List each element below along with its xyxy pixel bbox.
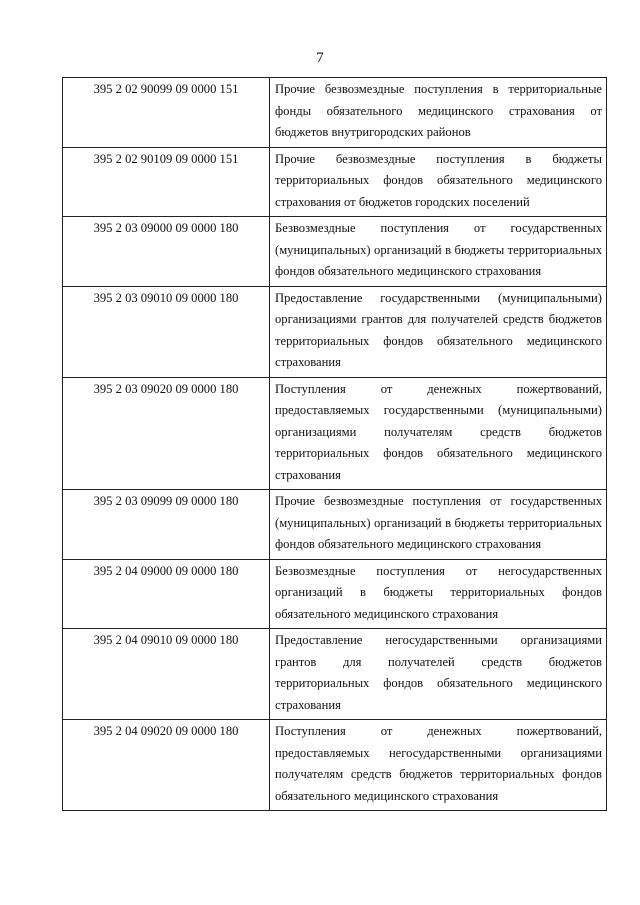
- revenue-description: Предоставление негосударственными организациями грантов для получателей средств бюджетов территориальных фондов обязательного медицинского страхования: [270, 629, 607, 720]
- budget-code: 395 2 03 09020 09 0000 180: [63, 377, 270, 490]
- revenue-description: Прочие безвозмездные поступления от государственных (муниципальных) организаций в бюджеты территориальных фондов обязательного медицинского страхования: [270, 490, 607, 560]
- budget-code: 395 2 03 09010 09 0000 180: [63, 286, 270, 377]
- revenue-description: Прочие безвозмездные поступления в территориальные фонды обязательного медицинского страхования от бюджетов внутригородских районов: [270, 78, 607, 148]
- table-row: [63, 490, 607, 560]
- revenue-description: Прочие безвозмездные поступления в бюджеты территориальных фондов обязательного медицинского страхования от бюджетов городских поселений: [270, 147, 607, 217]
- budget-code: 395 2 03 09000 09 0000 180: [63, 217, 270, 287]
- budget-code: 395 2 02 90099 09 0000 151: [63, 78, 270, 148]
- table-row: [63, 377, 607, 490]
- table-row: [63, 629, 607, 720]
- revenue-description: Поступления от денежных пожертвований, предоставляемых государственными (муниципальными) организациями получателям средств бюджетов территориальных фондов обязательного медицинского страхования: [270, 377, 607, 490]
- table-row: [63, 78, 607, 148]
- table-row: [63, 147, 607, 217]
- budget-code: 395 2 03 09099 09 0000 180: [63, 490, 270, 560]
- budget-code: 395 2 04 09000 09 0000 180: [63, 559, 270, 629]
- page-number: 7: [316, 50, 324, 66]
- revenue-description: Предоставление государственными (муниципальными) организациями грантов для получателей средств бюджетов территориальных фондов обязательного медицинского страхования: [270, 286, 607, 377]
- revenue-description: Поступления от денежных пожертвований, предоставляемых негосударственными организациями получателям средств бюджетов территориальных фондов обязательного медицинского страхования: [270, 720, 607, 811]
- revenue-description: Безвозмездные поступления от государственных (муниципальных) организаций в бюджеты территориальных фондов обязательного медицинского страхования: [270, 217, 607, 287]
- budget-code: 395 2 04 09020 09 0000 180: [63, 720, 270, 811]
- table-row: [63, 720, 607, 811]
- revenue-description: Безвозмездные поступления от негосударственных организаций в бюджеты территориальных фондов обязательного медицинского страхования: [270, 559, 607, 629]
- table-row: [63, 286, 607, 377]
- table-row: [63, 559, 607, 629]
- budget-code: 395 2 02 90109 09 0000 151: [63, 147, 270, 217]
- budget-code: 395 2 04 09010 09 0000 180: [63, 629, 270, 720]
- table-row: [63, 217, 607, 287]
- budget-codes-table: [62, 77, 607, 811]
